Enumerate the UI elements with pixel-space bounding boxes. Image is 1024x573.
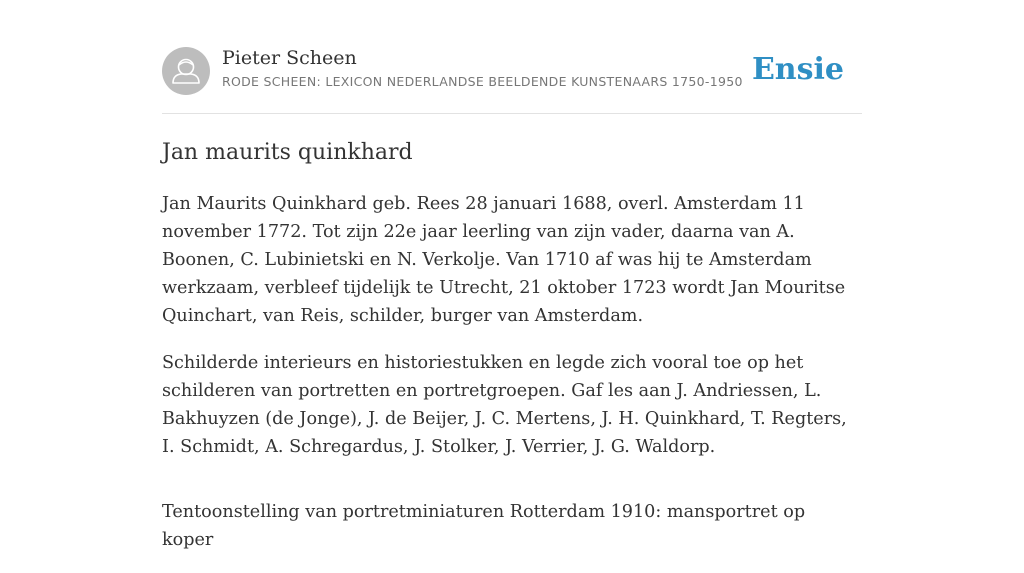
article-paragraph: Tentoonstelling van portretminiaturen Rotterdam 1910: mansportret op koper [162, 502, 806, 550]
article-body [162, 190, 862, 573]
header-divider [162, 113, 862, 114]
article-paragraph: Schilderde interieurs en historiestukken en legde zich vooral toe op het schilderen van portretten en portretgroepen. Gaf les aan J. Andriessen, L. Bakhuyzen (de Jonge), J. de Beijer, J. C. Mertens, J. H. Quinkhard, T. Regters, I. Schmidt, A. Schregardus, J. Stolker, J. Verrier, J. G. Waldorp. [162, 353, 847, 457]
author-avatar[interactable] [162, 47, 210, 95]
article-paragraph: Jan Maurits Quinkhard geb. Rees 28 januari 1688, overl. Amsterdam 11 november 1772. Tot zijn 22e jaar leerling van zijn vader, daarna van A. Boonen, C. Lubinietski en N. Verkolje. Van 1710 af was hij te Amsterdam werkzaam, verbleef tijdelijk te Utrecht, 21 oktober 1723 wordt Jan Mouritse Quinchart, van Reis, schilder, burger van Amsterdam. [162, 194, 846, 326]
brand-logo[interactable]: Ensie [751, 52, 844, 87]
user-silhouette-icon [162, 47, 210, 95]
author-name[interactable]: Pieter Scheen [222, 47, 357, 69]
source-title[interactable]: RODE SCHEEN: LEXICON NEDERLANDSE BEELDENDE KUNSTENAARS 1750-1950 [222, 74, 743, 89]
article-header [162, 46, 862, 96]
article-title: Jan maurits quinkhard [162, 140, 413, 165]
